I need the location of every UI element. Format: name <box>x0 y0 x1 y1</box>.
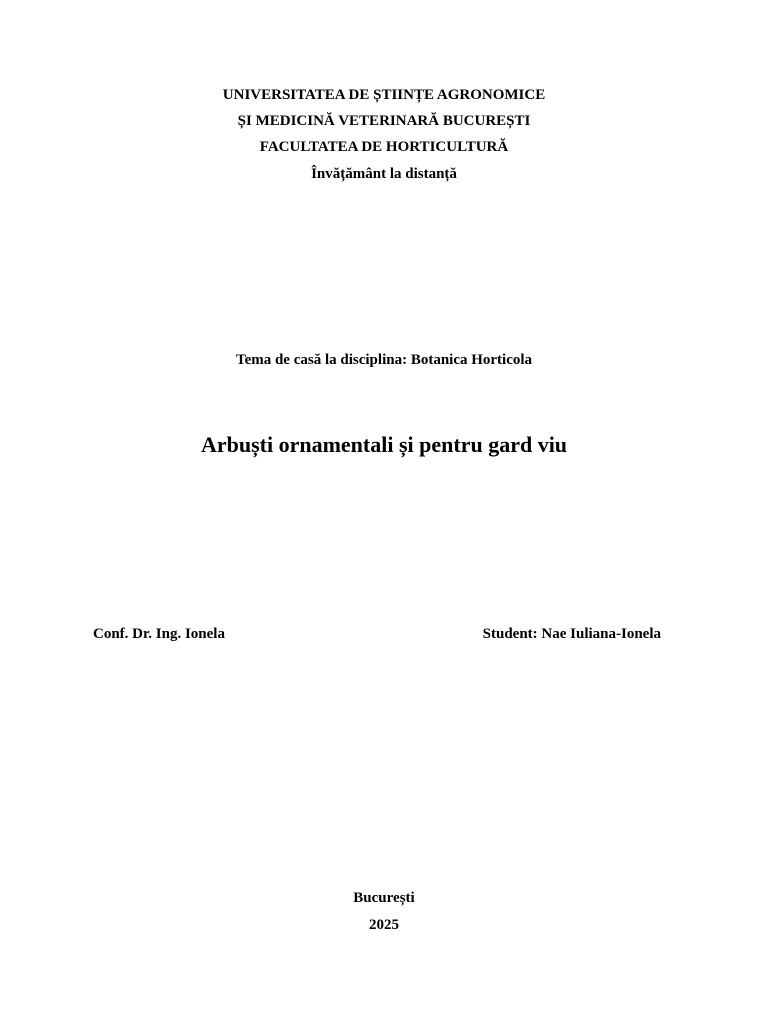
city: București <box>353 890 415 906</box>
study-program: Învățământ la distanță <box>311 166 457 182</box>
university-name-line2: ȘI MEDICINĂ VETERINARĂ BUCUREȘTI <box>237 113 531 129</box>
document-title: Arbuști ornamentali și pentru gard viu <box>200 432 568 457</box>
professor-name: Conf. Dr. Ing. Ionela <box>93 626 225 642</box>
subject-line: Tema de casă la disciplina: Botanica Horticola <box>235 352 533 368</box>
university-name-line1: UNIVERSITATEA DE ȘTIINȚE AGRONOMICE <box>222 87 546 103</box>
student-name: Student: Nae Iuliana-Ionela <box>482 626 661 642</box>
year: 2025 <box>369 917 399 933</box>
faculty-name: FACULTATEA DE HORTICULTURĂ <box>259 139 509 155</box>
